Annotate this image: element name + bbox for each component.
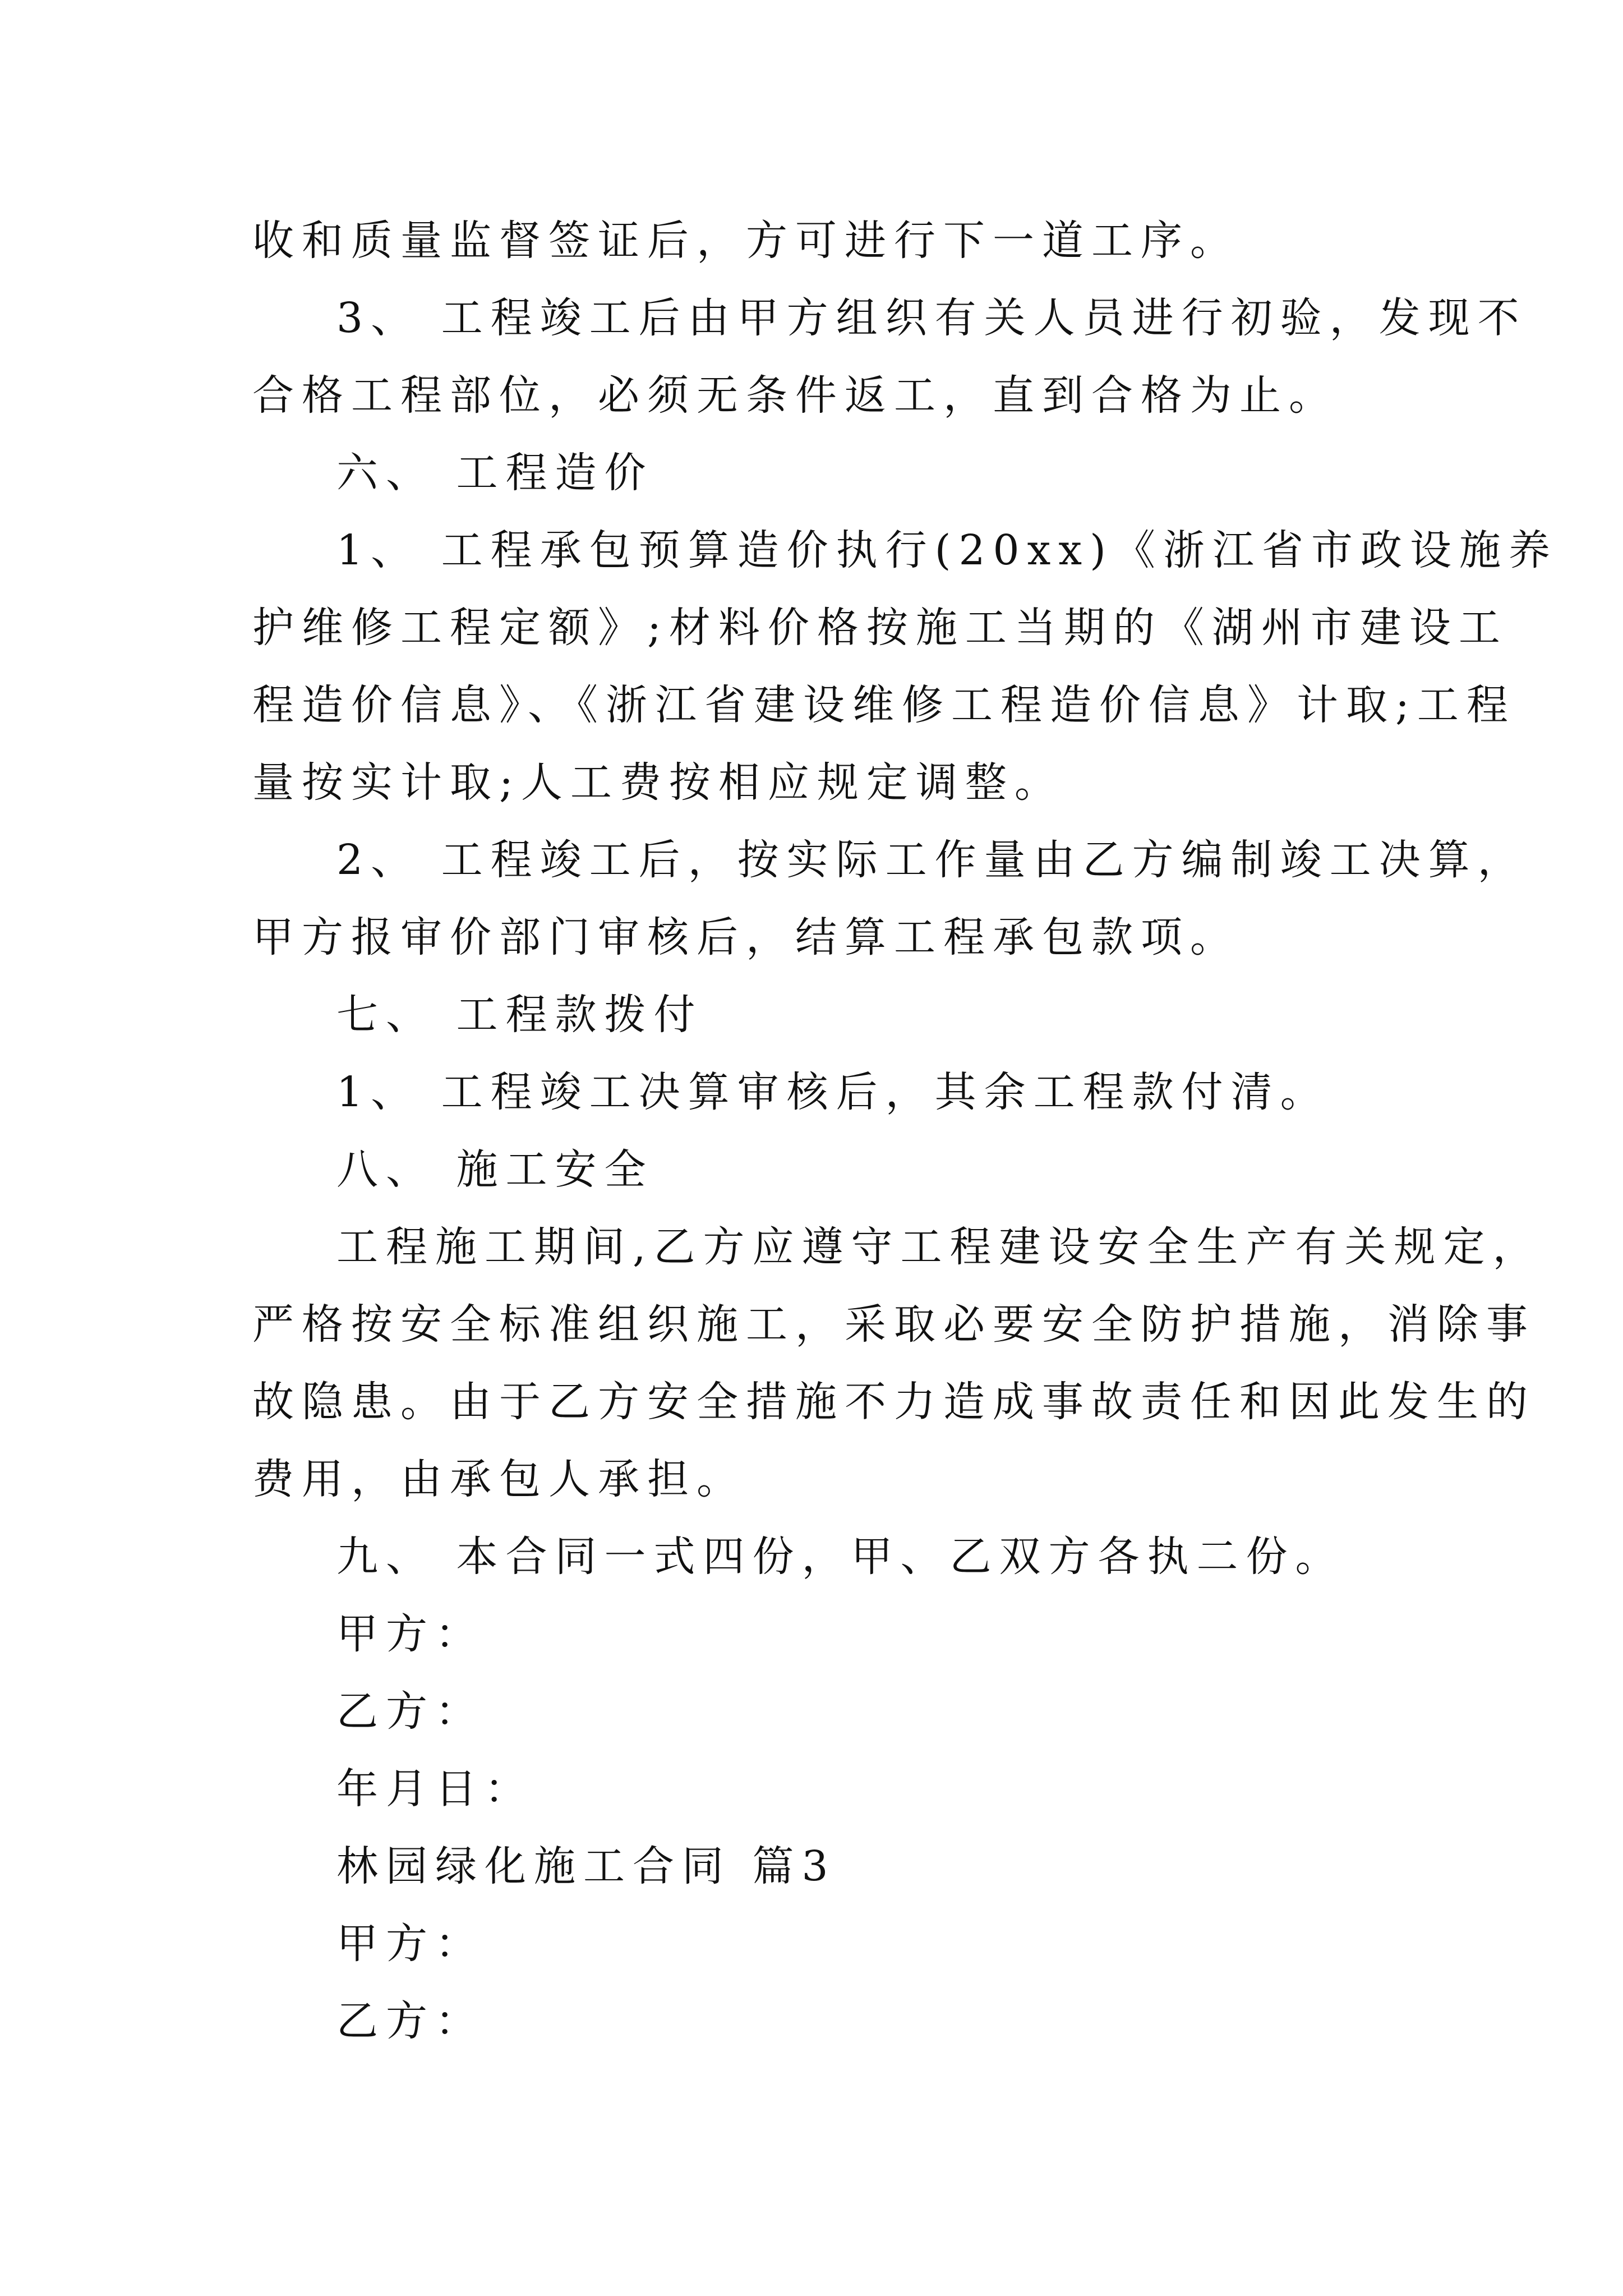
paragraph-line: 合格工程部位，必须无条件返工，直到合格为止。 bbox=[252, 371, 1338, 420]
paragraph-line: 量按实计取;人工费按相应规定调整。 bbox=[252, 758, 1064, 807]
signature-party-b: 乙方： bbox=[336, 1687, 485, 1736]
signature-party-b: 乙方： bbox=[336, 1997, 485, 2045]
paragraph-line: 1、 工程竣工决算审核后，其余工程款付清。 bbox=[336, 1068, 1330, 1116]
paragraph-line: 故隐患。由于乙方安全措施不力造成事故责任和因此发生的 bbox=[252, 1378, 1536, 1426]
signature-party-a: 甲方： bbox=[336, 1920, 485, 1968]
paragraph-line: 2、 工程竣工后，按实际工作量由乙方编制竣工决算， bbox=[336, 836, 1527, 884]
paragraph-line: 九、 本合同一式四份，甲、乙双方各执二份。 bbox=[336, 1533, 1345, 1581]
paragraph-line: 护维修工程定额》;材料价格按施工当期的《湖州市建设工 bbox=[252, 604, 1508, 652]
paragraph-line: 收和质量监督签证后，方可进行下一道工序。 bbox=[252, 217, 1239, 265]
section-heading: 八、 施工安全 bbox=[336, 1145, 654, 1194]
paragraph-line: 3、 工程竣工后由甲方组织有关人员进行初验，发现不 bbox=[336, 294, 1527, 342]
paragraph-line: 甲方报审价部门审核后，结算工程承包款项。 bbox=[252, 913, 1239, 961]
date-line: 年月日： bbox=[336, 1765, 534, 1813]
paragraph-line: 1、 工程承包预算造价执行(20xx)《浙江省市政设施养 bbox=[336, 526, 1558, 574]
paragraph-line: 工程施工期间,乙方应遵守工程建设安全生产有关规定， bbox=[336, 1223, 1542, 1271]
paragraph-line: 严格按安全标准组织施工，采取必要安全防护措施，消除事 bbox=[252, 1300, 1536, 1349]
section-heading: 七、 工程款拨付 bbox=[336, 991, 703, 1039]
section-title: 林园绿化施工合同 篇3 bbox=[336, 1842, 836, 1890]
paragraph-line: 程造价信息》、《浙江省建设维修工程造价信息》计取;工程 bbox=[252, 681, 1516, 729]
signature-party-a: 甲方： bbox=[336, 1610, 485, 1658]
section-heading: 六、 工程造价 bbox=[336, 449, 654, 497]
paragraph-line: 费用，由承包人承担。 bbox=[252, 1455, 746, 1503]
